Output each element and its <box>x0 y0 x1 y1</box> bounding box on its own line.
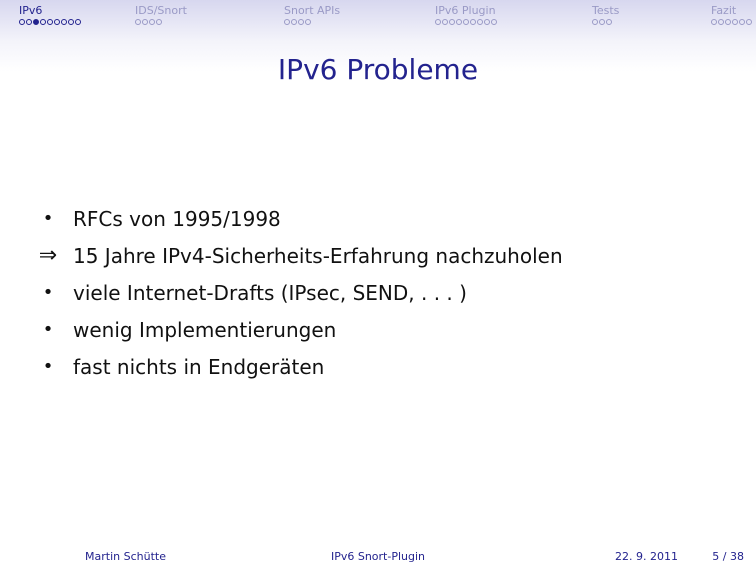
frame-dot-icon[interactable] <box>477 19 483 25</box>
bullet-icon: • <box>42 319 54 340</box>
frame-dot-icon[interactable] <box>61 19 67 25</box>
nav-section-label[interactable]: Fazit <box>711 4 737 17</box>
list-item <box>0 278 756 315</box>
nav-section-snort-apis[interactable] <box>284 4 340 27</box>
frame-dot-icon[interactable] <box>26 19 32 25</box>
nav-section-dots <box>135 19 187 27</box>
frame-dot-icon[interactable] <box>435 19 441 25</box>
frame-dot-icon[interactable] <box>463 19 469 25</box>
footer-author: Martin Schütte <box>85 550 166 563</box>
list-item-text: fast nichts in Endgeräten <box>73 355 325 379</box>
nav-section-label[interactable]: IPv6 Plugin <box>435 4 496 17</box>
frame-dot-icon[interactable] <box>442 19 448 25</box>
frame-dot-icon[interactable] <box>449 19 455 25</box>
frame-dot-icon[interactable] <box>298 19 304 25</box>
frame-dot-icon[interactable] <box>291 19 297 25</box>
footer-title: IPv6 Snort-Plugin <box>330 550 426 563</box>
nav-section-label[interactable]: Snort APIs <box>284 4 341 17</box>
frame-dot-icon[interactable] <box>718 19 724 25</box>
frame-dot-icon[interactable] <box>470 19 476 25</box>
slide-footer <box>0 547 756 567</box>
list-item <box>0 241 756 278</box>
nav-section-fazit[interactable] <box>711 4 753 27</box>
frame-dot-icon[interactable] <box>54 19 60 25</box>
frame-dot-icon[interactable] <box>599 19 605 25</box>
nav-section-label[interactable]: IPv6 <box>19 4 43 17</box>
page-number: 5 / 38 <box>712 550 744 563</box>
list-item <box>0 315 756 352</box>
frame-dot-icon[interactable] <box>305 19 311 25</box>
nav-section-label[interactable]: IDS/Snort <box>135 4 187 17</box>
frame-dot-icon[interactable] <box>456 19 462 25</box>
frame-dot-icon[interactable] <box>149 19 155 25</box>
nav-section-ids-snort[interactable] <box>135 4 187 27</box>
frame-dot-icon[interactable] <box>491 19 497 25</box>
nav-section-dots <box>592 19 619 27</box>
list-item-text: viele Internet-Drafts (IPsec, SEND, . . . ) <box>73 281 467 305</box>
frame-dot-icon[interactable] <box>739 19 745 25</box>
nav-section-ipv6[interactable] <box>19 4 82 27</box>
frame-dot-icon[interactable] <box>746 19 752 25</box>
frame-dot-icon[interactable] <box>725 19 731 25</box>
implies-arrow-icon: ⇒ <box>38 243 58 268</box>
nav-section-label[interactable]: Tests <box>592 4 620 17</box>
frame-dot-icon[interactable] <box>711 19 717 25</box>
slide-title: IPv6 Probleme <box>277 53 479 86</box>
bullet-icon: • <box>42 282 54 303</box>
list-item-text: RFCs von 1995/1998 <box>73 207 281 231</box>
bullet-icon: • <box>42 356 54 377</box>
list-item <box>0 352 756 389</box>
frame-dot-icon[interactable] <box>156 19 162 25</box>
frame-dot-icon[interactable] <box>19 19 25 25</box>
bullet-list <box>0 204 756 389</box>
footer-date: 22. 9. 2011 <box>615 550 678 563</box>
frame-dot-icon[interactable] <box>75 19 81 25</box>
frame-dot-icon[interactable] <box>68 19 74 25</box>
nav-section-dots <box>711 19 753 27</box>
frame-dot-icon[interactable] <box>606 19 612 25</box>
nav-section-dots <box>19 19 82 27</box>
frame-dot-icon[interactable] <box>47 19 53 25</box>
bullet-icon: • <box>42 208 54 229</box>
nav-section-dots <box>435 19 498 27</box>
nav-section-ipv6-plugin[interactable] <box>435 4 498 27</box>
list-item <box>0 204 756 241</box>
list-item-text: 15 Jahre IPv4-Sicherheits-Erfahrung nachzuholen <box>73 244 563 268</box>
frame-dot-icon[interactable] <box>40 19 46 25</box>
current-frame-dot-icon[interactable] <box>33 19 39 25</box>
frame-dot-icon[interactable] <box>484 19 490 25</box>
frame-dot-icon[interactable] <box>284 19 290 25</box>
nav-section-dots <box>284 19 340 27</box>
frame-dot-icon[interactable] <box>592 19 598 25</box>
frame-dot-icon[interactable] <box>142 19 148 25</box>
list-item-text: wenig Implementierungen <box>73 318 337 342</box>
frame-dot-icon[interactable] <box>732 19 738 25</box>
nav-section-tests[interactable] <box>592 4 619 27</box>
frame-dot-icon[interactable] <box>135 19 141 25</box>
